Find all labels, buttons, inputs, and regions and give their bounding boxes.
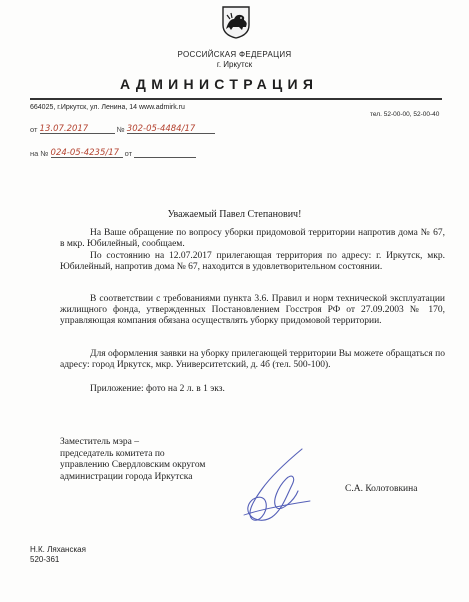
registration-number: 302-05-4484/17 — [126, 124, 196, 134]
reference-number-field — [51, 148, 123, 158]
paragraph-3-block — [60, 294, 445, 327]
city-name: г. Иркутск — [216, 60, 253, 69]
signatory-title — [60, 437, 205, 483]
country-name: РОССИЙСКАЯ ФЕДЕРАЦИЯ — [177, 50, 292, 59]
signatory-title-line: председатель комитета по — [60, 448, 165, 459]
number-label: № — [116, 125, 125, 134]
coat-of-arms-icon — [221, 5, 251, 39]
number-field — [127, 124, 215, 134]
administration-heading: АДМИНИСТРАЦИЯ — [120, 76, 319, 92]
registration-date: 13.07.2017 — [39, 124, 89, 134]
executor-info — [30, 545, 86, 565]
paragraph: В соответствии с требованиями пункта 3.6. Правил и норм технической эксплуатации жилищного фонда, утвержденных Постановлением Госстроя РФ от 27.09.2003 № 170, управляющая компания обязана осуществлять уборку придомовой территории. — [60, 294, 445, 326]
date-label: от — [30, 125, 38, 134]
attachment-block — [60, 384, 445, 395]
signatory-title-line: управлению Свердловским округом — [60, 460, 206, 470]
reference-line — [30, 148, 196, 158]
handwritten-signature — [232, 445, 316, 527]
reference-date-label: от — [124, 149, 133, 158]
paragraph: По состоянию на 12.07.2017 прилегающая территория по адресу: г. Иркутск, мкр. Юбилейный, напротив дома № 67, находится в удовлетворительном состоянии. — [60, 251, 445, 272]
reference-date-field — [134, 148, 196, 158]
paragraph: Для оформления заявки на уборку прилегающей территории Вы можете обращаться по адресу: город Иркутск, мкр. Университетский, д. 4б (тел. 500-100). — [60, 349, 445, 370]
paragraph-4-block — [60, 349, 445, 371]
office-address: 664025, г.Иркутск, ул. Ленина, 14 www.admirk.ru — [30, 104, 185, 111]
signatory-title-line: администрации города Иркутска — [60, 471, 193, 482]
executor-phone: 520-361 — [30, 555, 60, 564]
signatory-title-line: Заместитель мэра – — [60, 437, 140, 447]
reference-number: 024-05-4235/17 — [50, 148, 120, 158]
office-phone: тел. 52-00-00, 52-00-40 — [370, 111, 440, 118]
signatory-name: С.А. Колотовкина — [345, 484, 418, 494]
paragraph-2-block — [60, 251, 445, 273]
paragraph: На Ваше обращение по вопросу уборки придомовой территории напротив дома № 67, в мкр. Юбилейный, сообщаем. — [60, 228, 445, 249]
paragraph-1-block — [60, 228, 445, 250]
executor-name: Н.К. Ляханская — [30, 545, 86, 554]
header-divider — [30, 98, 442, 100]
greeting: Уважаемый Павел Степанович! — [167, 209, 302, 220]
reference-label: на № — [30, 149, 49, 158]
attachment-note: Приложение: фото на 2 л. в 1 экз. — [90, 384, 225, 394]
registration-line — [30, 124, 215, 134]
date-field — [40, 124, 115, 134]
